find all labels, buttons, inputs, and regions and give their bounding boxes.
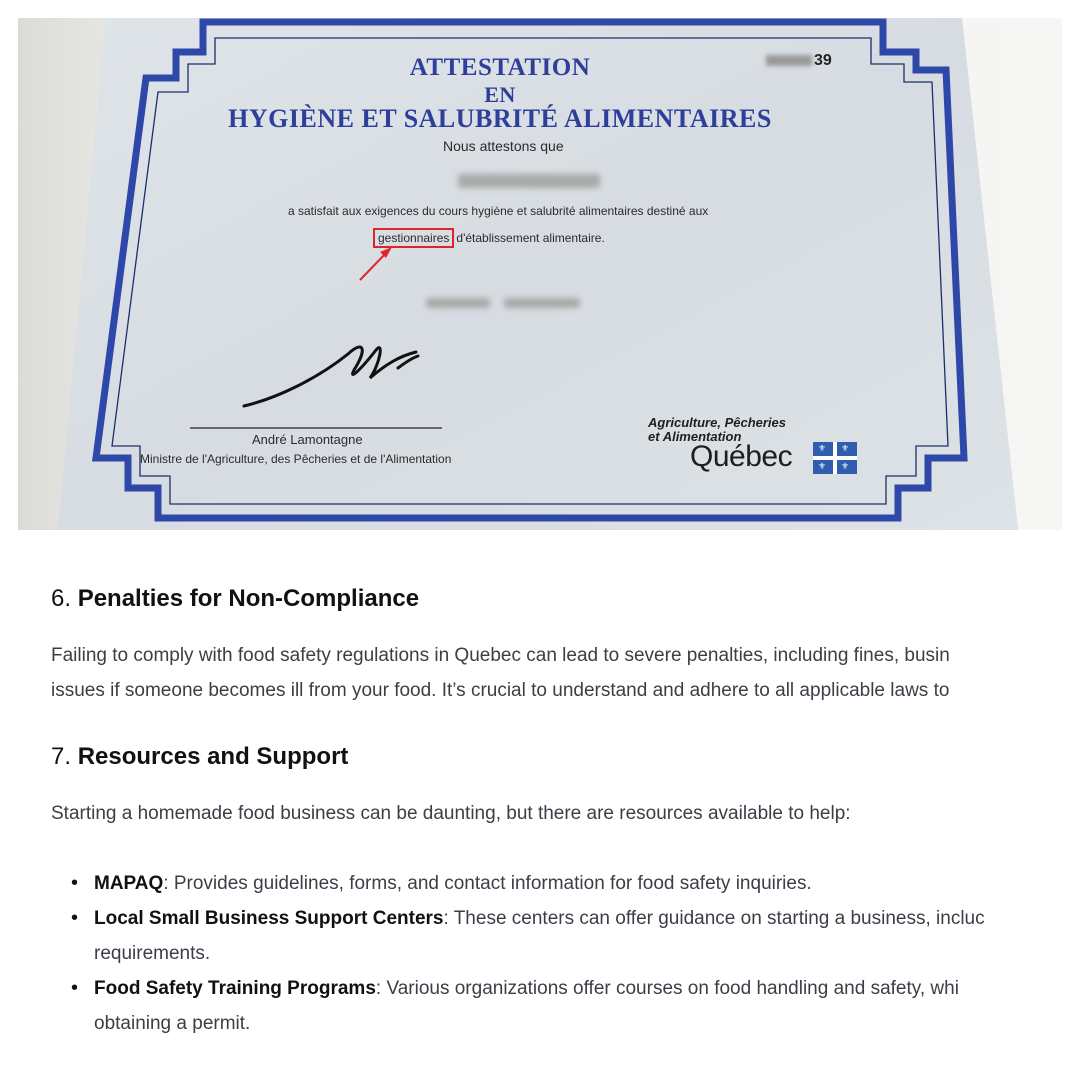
signer-name: André Lamontagne xyxy=(252,432,363,447)
attest-text: Nous attestons que xyxy=(443,138,564,154)
list-item-text: : These centers can offer guidance on starting a business, incluc xyxy=(443,908,985,929)
ministry-line1: Agriculture, Pêcheries xyxy=(648,415,786,430)
resources-list xyxy=(51,866,985,1041)
list-item-text-cont: requirements. xyxy=(94,943,211,964)
list-item-term: MAPAQ xyxy=(94,873,164,894)
list-item xyxy=(51,901,985,971)
signer-title: Ministre de l'Agriculture, des Pêcheries et de l'Alimentation xyxy=(140,452,452,466)
section-7-number: 7. xyxy=(51,743,72,770)
redacted-date-part2 xyxy=(504,298,580,308)
list-item xyxy=(51,866,985,901)
certificate-title-line3: HYGIÈNE ET SALUBRITÉ ALIMENTAIRES xyxy=(228,104,772,133)
requirement-text-2: d'établissement alimentaire. xyxy=(456,231,605,245)
list-item-text: : Various organizations offer courses on food handling and safety, whi xyxy=(375,978,959,999)
section-6-number: 6. xyxy=(51,585,72,612)
redacted-number xyxy=(766,55,812,66)
section-7-title: Resources and Support xyxy=(77,743,349,770)
article-body xyxy=(0,530,1080,1080)
section-6-heading xyxy=(51,585,419,613)
redacted-date-part1 xyxy=(426,298,490,308)
certificate-number-suffix: 39 xyxy=(814,52,832,69)
certificate-photo xyxy=(18,18,1062,530)
requirement-text: a satisfait aux exigences du cours hygiène et salubrité alimentaires destiné aux xyxy=(288,204,709,218)
section-6-paragraph-line2: issues if someone becomes ill from your food. It’s crucial to understand and adhere to all applicable laws to xyxy=(51,680,950,701)
redacted-recipient-name xyxy=(458,174,600,188)
certificate-number xyxy=(766,52,832,70)
list-item-text-cont: obtaining a permit. xyxy=(94,1013,251,1034)
section-6-title: Penalties for Non-Compliance xyxy=(77,585,420,612)
quebec-wordmark: Québec xyxy=(690,440,793,473)
section-7-heading xyxy=(51,743,348,771)
ministry-line2: et Alimentation xyxy=(648,429,742,444)
section-7-intro: Starting a homemade food business can be daunting, but there are resources available to help: xyxy=(51,803,851,824)
list-item-term: Local Small Business Support Centers xyxy=(94,908,444,929)
quebec-flag-icon: ⚜ ⚜ ⚜ ⚜ xyxy=(813,442,857,474)
section-6-paragraph-line1: Failing to comply with food safety regulations in Quebec can lead to severe penalties, including fines, busin xyxy=(51,645,950,666)
certificate-title-line2: EN xyxy=(484,82,516,107)
highlighted-word: gestionnaires xyxy=(373,228,454,248)
certificate-paper xyxy=(18,18,1062,530)
list-item-term: Food Safety Training Programs xyxy=(94,978,376,999)
requirement-text-row2 xyxy=(373,228,605,248)
certificate-title-line1: ATTESTATION xyxy=(409,54,591,81)
list-item-text: : Provides guidelines, forms, and contact information for food safety inquiries. xyxy=(163,873,812,894)
list-item xyxy=(51,971,985,1041)
